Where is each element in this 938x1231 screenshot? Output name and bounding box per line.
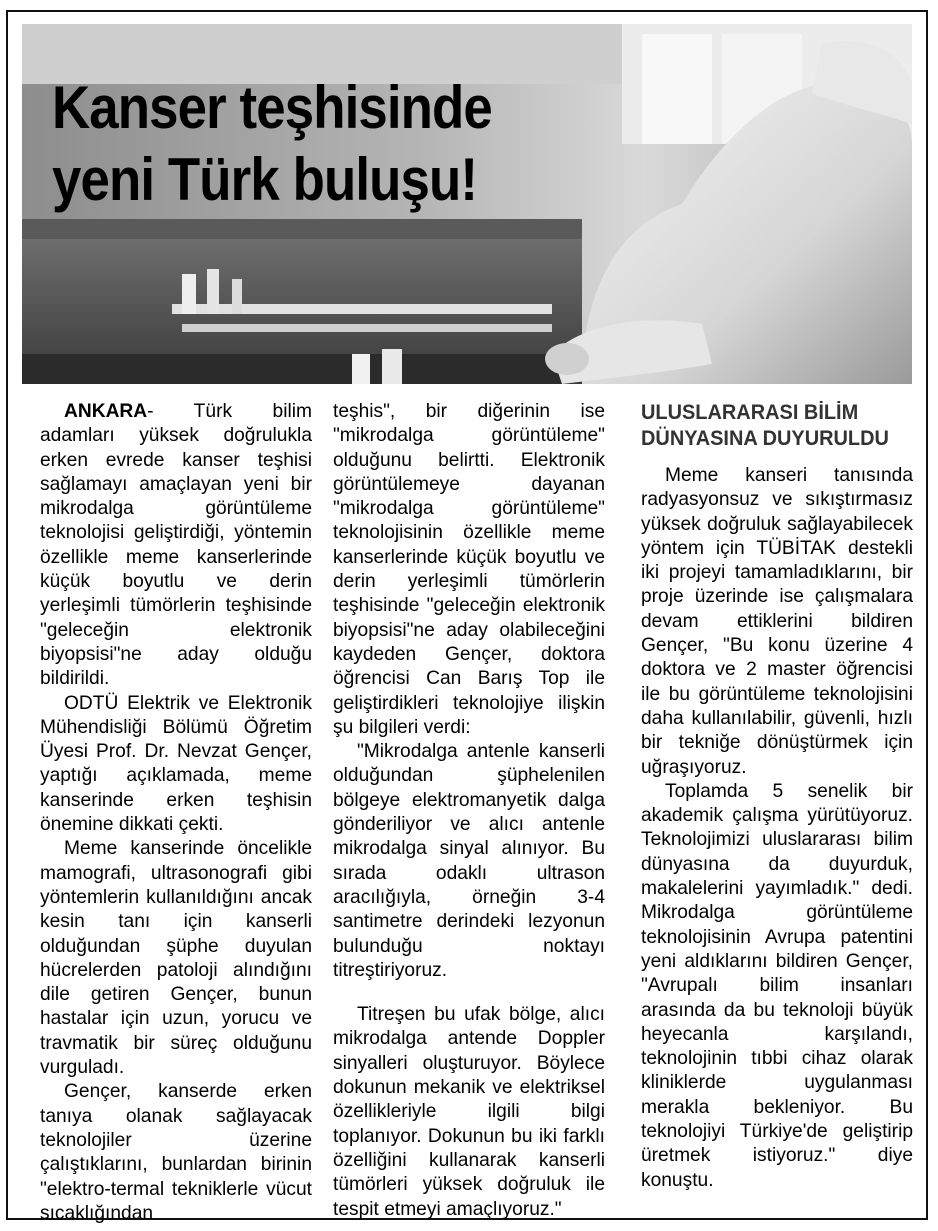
article-column-1 <box>40 400 312 1226</box>
dateline: ANKARA <box>64 401 148 422</box>
paragraph-6: "Mikrodalga antenle kanserli olduğundan şüphelenilen bölgeye elektromanyetik dalga gönderiliyor ve alıcı antenle mikrodalga sinyal alınıyor. Bu sırada odaklı ultrason aracılığıyla, örneğin 3-4 santimetre derindeki lezyonun bulunduğu noktayı titreştiriyoruz. <box>333 741 605 981</box>
article-column-3 <box>641 400 913 1193</box>
paragraph-4: Gençer, kanserde erken tanıya olanak sağlayacak teknolojiler üzerine çalıştıklarını, bunlardan birinin "elektro-termal tekniklerle vücut sıcaklığından <box>40 1081 312 1224</box>
paragraph-3: Meme kanserinde öncelikle mamografi, ultrasonografi gibi yöntemlerin kullanıldığını ancak kesin tanı için kanserli olduğundan şüphe duyulan hücrelerden patoloji alındığını dile getiren Gençer, bunun hastalar için uzun, yorucu ve travmatik bir süreç olduğunu vurguladı. <box>40 838 312 1079</box>
headline-line-2: yeni Türk buluşu! <box>52 146 478 213</box>
paragraph-5: teşhis", bir diğerinin ise "mikrodalga görüntüleme" olduğunu belirtti. Elektronik görüntülemeye dayanan "mikrodalga görüntüleme" teknolojisinin özellikle meme kanserlerinde küçük boyutlu ve derin yerleşimli tümörlerin teşhisinde "geleceğin elektronik biyopsisi"ne aday olabileceğini kaydeden Gençer, doktora öğrencisi Can Barış Top ile geliştirdikleri teknolojiye ilişkin şu bilgileri verdi: <box>333 401 605 738</box>
paragraph-7: Titreşen bu ufak bölge, alıcı mikrodalga antende Doppler sinyalleri oluşturuyor. Böylece dokunun mekanik ve elektriksel özellikleriyle ilgili bilgi toplanıyor. Dokunun bu iki farklı özelliğini kullanarak kanserli tümörleri yüksek doğruluk ile tespit etmeyi amaçlıyoruz." <box>333 1004 605 1220</box>
article-column-2 <box>333 400 605 1222</box>
headline <box>52 72 492 216</box>
paragraph-9: Toplamda 5 senelik bir akademik çalışma yürütüyoruz. Teknolojimizi uluslararası bilim dünyasına da duyurduk, makalelerini yayımladık." dedi. Mikrodalga görüntüleme teknolojisinin Avrupa patentini yeni aldıklarını bildiren Gençer, "Avrupalı bilim insanları arasında da bu teknoloji büyük heyecanla karşılandı, teknolojinin tıbbi cihaz olarak kliniklerde uygulanması merakla bekleniyor. Bu teknolojiyi Türkiye'de geliştirip üretmek istiyoruz." diye konuştu. <box>641 780 913 1191</box>
subheading: ULUSLARARASI BİLİM DÜNYASINA DUYURULDU <box>641 401 889 450</box>
headline-line-1: Kanser teşhisinde <box>52 74 492 141</box>
paragraph-2: ODTÜ Elektrik ve Elektronik Mühendisliği Bölümü Öğretim Üyesi Prof. Dr. Nevzat Gençer, yaptığı açıklamada, meme kanserinde erken teşhisin önemine dikkati çekti. <box>40 692 312 836</box>
paragraph-1: ANKARA- Türk bilim adamları yüksek doğrulukla erken evrede kanser teşhisi sağlamayı amaçlayan yeni bir mikrodalga görüntüleme teknolojisi geliştirdiği, yöntemin özellikle meme kanserlerinde küçük boyutlu ve derin yerleşimli tümörlerin teşhisinde "geleceğin elektronik biyopsisi"ne aday olduğu bildirildi. <box>40 401 312 690</box>
paragraph-8: Meme kanseri tanısında radyasyonsuz ve sıkıştırmasız yüksek doğruluk sağlayabilecek yöntem için TÜBİTAK destekli iki projeyi tamamladıklarını, bir proje üzerinde ise çalışmalara devam ettiklerini bildiren Gençer, "Bu konu üzerine 4 doktora ve 2 master öğrencisi ile bu görüntüleme teknolojisini daha kullanılabilir, güvenli, hızlı bir tekniğe dönüştürmek için uğraşıyoruz. <box>641 465 913 778</box>
